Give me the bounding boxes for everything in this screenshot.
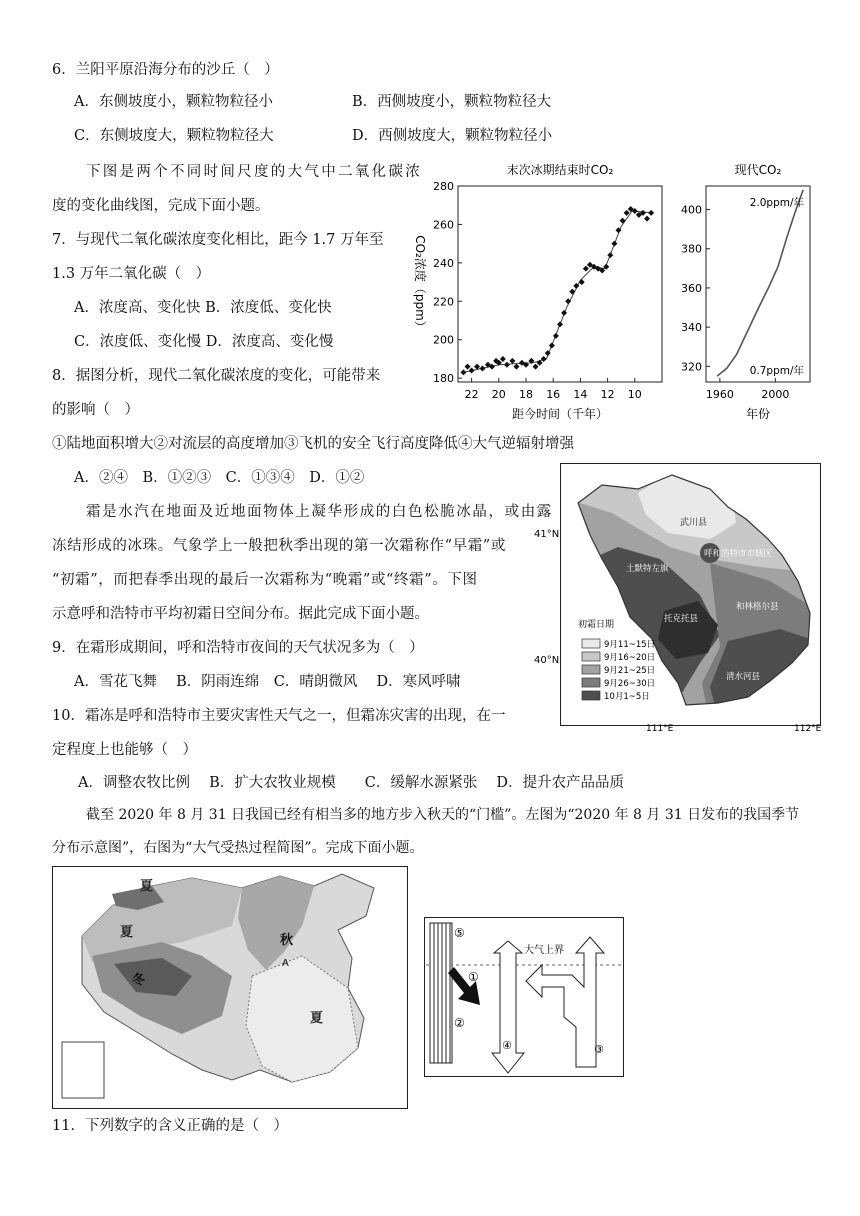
intro3-line2: 分布示意图”，右图为“大气受热过程简图”。完成下面小题。 bbox=[52, 840, 424, 856]
region-wuchuan: 武川县 bbox=[680, 518, 708, 528]
chart2-xtick-label: 2000 bbox=[761, 388, 790, 401]
region-qingshuihe: 清水河县 bbox=[726, 672, 761, 682]
china-season-map bbox=[52, 866, 408, 1109]
intro1-line2: 度的变化曲线图，完成下面小题。 bbox=[52, 198, 270, 214]
lon-label-111: 111°E bbox=[646, 724, 674, 734]
chart2-ytick-label: 340 bbox=[681, 321, 702, 335]
chart2-xtick-label: 1960 bbox=[705, 388, 734, 401]
chart2-xlabel: 年份 bbox=[745, 407, 771, 421]
legend-swatch bbox=[582, 639, 600, 648]
q10-stem-line1: 10．霜冻是呼和浩特市主要灾害性天气之一，但霜冻灾害的出现，在一 bbox=[52, 708, 506, 724]
num-2: ② bbox=[454, 1016, 465, 1030]
q6-option-c: C．东侧坡度大，颗粒物粒径大 bbox=[74, 128, 274, 144]
q11-stem: 11．下列数字的含义正确的是（ ） bbox=[52, 1118, 288, 1134]
chart1-frame bbox=[458, 186, 662, 382]
q7-options-ab: A．浓度高、变化快 B．浓度低、变化快 bbox=[74, 300, 332, 316]
season-label-summer-2: 夏 bbox=[120, 925, 134, 940]
marker-a: A bbox=[282, 958, 289, 969]
q8-items: ①陆地面积增大②对流层的高度增加③飞机的安全飞行高度降低④大气逆辐射增强 bbox=[52, 436, 574, 452]
region-tumote: 土默特左旗 bbox=[626, 564, 669, 574]
q8-stem-line1: 8．据图分析，现代二氧化碳浓度的变化，可能带来 bbox=[52, 368, 381, 384]
region-city: 呼和浩特市市辖区 bbox=[704, 549, 773, 559]
legend-title: 初霜日期 bbox=[578, 620, 615, 630]
chart1-title: 末次冰期结束时CO₂ bbox=[506, 163, 614, 177]
q7-options-cd: C．浓度低、变化慢 D．浓度高、变化慢 bbox=[74, 334, 334, 350]
chart2-title: 现代CO₂ bbox=[734, 163, 782, 177]
atmosphere-heating-diagram bbox=[424, 917, 624, 1077]
atmosphere-top-label: 大气上界 bbox=[524, 945, 564, 956]
q7-stem-line1: 7．与现代二氧化碳浓度变化相比，距今 1.7 万年至 bbox=[52, 232, 384, 248]
legend-label: 9月21~25日 bbox=[604, 666, 656, 676]
lon-label-112: 112°E bbox=[794, 724, 822, 734]
legend-swatch bbox=[582, 678, 600, 687]
q9-options: A．雪花飞舞 B．阴雨连绵 C．晴朗微风 D．寒风呼啸 bbox=[74, 674, 461, 690]
chart1-xtick-label: 16 bbox=[546, 388, 561, 401]
co2-charts bbox=[400, 158, 820, 428]
chart2-ytick-label: 360 bbox=[681, 281, 702, 295]
lat-label-40: 40°N bbox=[534, 655, 560, 666]
chart1-ylabel: CO₂浓度（ppm） bbox=[413, 235, 427, 333]
legend-label: 9月11~15日 bbox=[604, 640, 656, 650]
num-3: ③ bbox=[594, 1043, 604, 1056]
q8-options: A．②④ B．①②③ C．①③④ D．①② bbox=[74, 470, 365, 486]
num-4: ④ bbox=[502, 1039, 512, 1052]
legend-label: 9月26~30日 bbox=[604, 679, 656, 689]
chart1-ytick-label: 280 bbox=[433, 180, 454, 193]
chart1-xtick-label: 20 bbox=[491, 388, 506, 401]
season-label-winter: 冬 bbox=[132, 973, 146, 988]
chart1-ytick-label: 180 bbox=[433, 372, 454, 386]
legend-label: 10月1~5日 bbox=[604, 692, 650, 702]
intro2-line1: 霜是水汽在地面及近地面物体上凝华形成的白色松脆冰晶，或由露 bbox=[86, 504, 553, 520]
season-label-autumn: 秋 bbox=[280, 933, 294, 948]
legend-swatch bbox=[582, 665, 600, 674]
q10-options: A．调整农牧比例 B．扩大农牧业规模 C．缓解水源紧张 D．提升农产品品质 bbox=[78, 775, 625, 791]
intro2-line2: 冻结形成的冰珠。气象学上一般把秋季出现的第一次霜称作“早霜”或 bbox=[52, 538, 506, 554]
chart1-xtick-label: 10 bbox=[627, 388, 642, 401]
q10-stem-line2: 定程度上也能够（ ） bbox=[52, 742, 197, 758]
chart1-ytick-label: 260 bbox=[433, 218, 454, 232]
q9-stem: 9．在霜形成期间，呼和浩特市夜间的天气状况多为（ ） bbox=[52, 640, 424, 656]
q7-stem-line2: 1.3 万年二氧化碳（ ） bbox=[52, 266, 211, 282]
chart1-ytick-label: 220 bbox=[433, 295, 454, 309]
chart2-annotation-high: 2.0ppm/年 bbox=[749, 197, 804, 209]
q6-option-a: A．东侧坡度小，颗粒物粒径小 bbox=[74, 94, 273, 110]
region-helinger: 和林格尔县 bbox=[736, 602, 779, 612]
chart1-xtick-label: 12 bbox=[600, 388, 615, 401]
chart1-xtick-label: 22 bbox=[464, 388, 479, 401]
lat-label-41: 41°N bbox=[534, 529, 560, 540]
q6-stem: 6．兰阳平原沿海分布的沙丘（ ） bbox=[52, 62, 279, 78]
season-label-summer-3: 夏 bbox=[310, 1011, 324, 1026]
intro1-line1: 下图是两个不同时间尺度的大气中二氧化碳浓 bbox=[86, 164, 422, 180]
num-1: ① bbox=[468, 970, 479, 984]
chart1-ytick-label: 200 bbox=[433, 333, 454, 347]
frost-date-map bbox=[534, 463, 822, 734]
season-label-summer-1: 夏 bbox=[140, 879, 154, 894]
legend-swatch bbox=[582, 691, 600, 700]
chart1-xlabel: 距今时间（千年） bbox=[511, 407, 609, 421]
legend-label: 9月16~20日 bbox=[604, 653, 656, 663]
intro2-line4: 示意呼和浩特市平均初霜日空间分布。据此完成下面小题。 bbox=[52, 606, 429, 622]
q8-stem-line2: 的影响（ ） bbox=[52, 402, 139, 418]
num-5: ⑤ bbox=[454, 926, 465, 940]
chart1-ytick-label: 240 bbox=[433, 256, 454, 270]
chart2-ytick-label: 320 bbox=[681, 360, 702, 374]
chart1-xtick-label: 14 bbox=[573, 388, 588, 401]
region-tuoketuo: 托克托县 bbox=[664, 614, 699, 624]
chart2-ytick-label: 400 bbox=[681, 203, 702, 217]
intro2-line3: “初霜”，而把春季出现的最后一次霜称为“晚霜”或“终霜”。下图 bbox=[52, 572, 478, 588]
q6-option-d: D．西侧坡度大，颗粒物粒径小 bbox=[352, 128, 553, 144]
legend-swatch bbox=[582, 652, 600, 661]
q6-option-b: B．西侧坡度小，颗粒物粒径大 bbox=[352, 94, 552, 110]
chart2-ytick-label: 380 bbox=[681, 242, 702, 256]
chart2-annotation-low: 0.7ppm/年 bbox=[749, 365, 804, 377]
chart1-xtick-label: 18 bbox=[519, 388, 533, 401]
intro3-line1: 截至 2020 年 8 月 31 日我国已经有相当多的地方步入秋天的“门槛”。左图为“2020 年 8 月 31 日发布的我国季节 bbox=[86, 807, 800, 823]
